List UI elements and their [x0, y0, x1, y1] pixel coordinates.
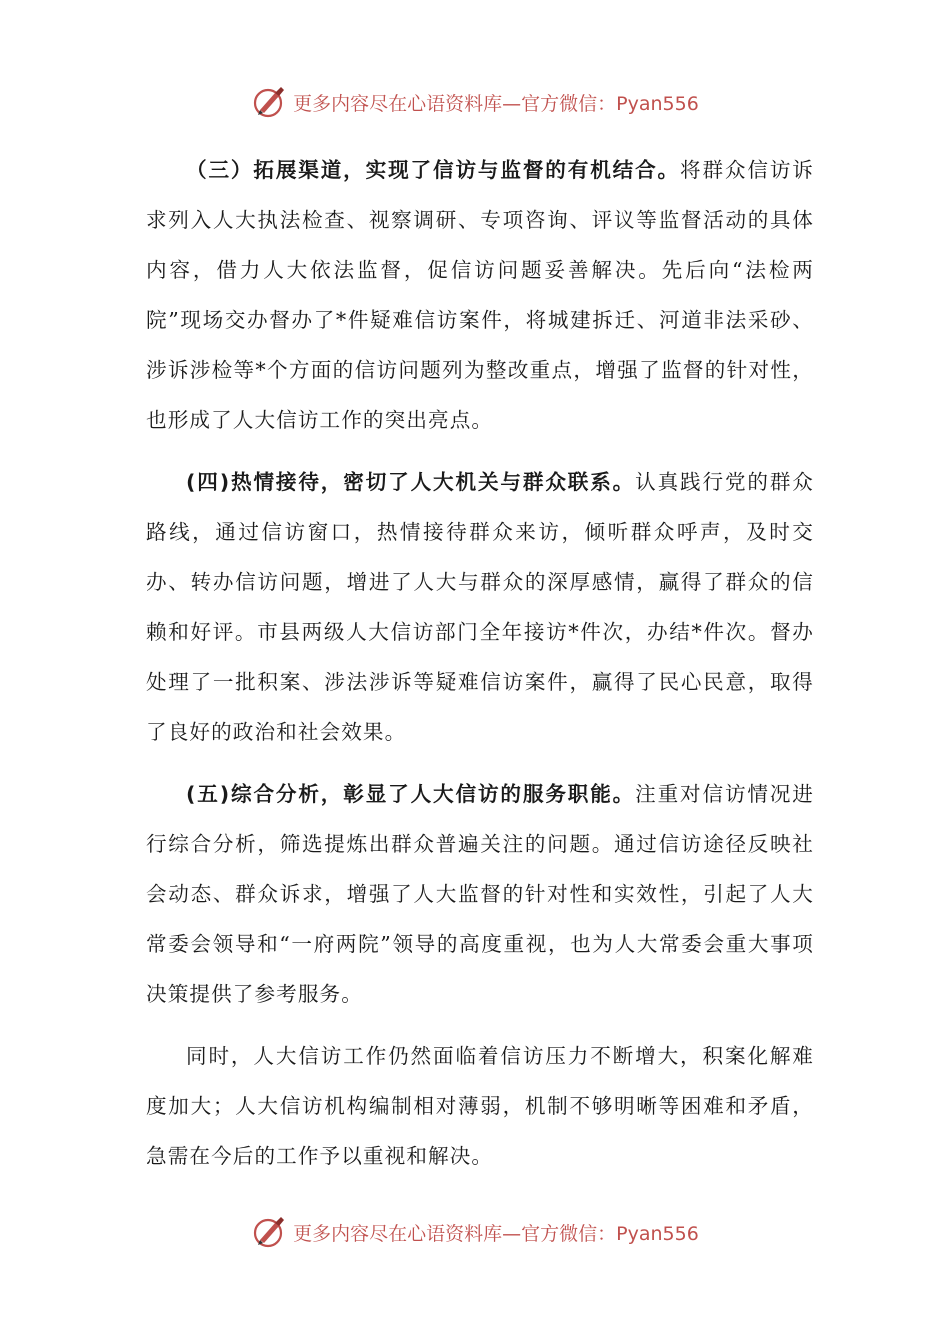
- paragraph-5: [146, 769, 814, 1019]
- paragraph-heading: (四)热情接待，密切了人大机关与群众联系。: [186, 470, 636, 494]
- watermark-text: 更多内容尽在心语资料库—官方微信：Pyan556: [293, 92, 699, 115]
- pen-logo-icon: [251, 84, 287, 120]
- paragraph-heading: （三）拓展渠道，实现了信访与监督的有机结合。: [186, 158, 681, 182]
- pen-logo-icon: [251, 1214, 287, 1250]
- footer-watermark: [0, 1210, 950, 1254]
- paragraph-text: 认真践行党的群众路线，通过信访窗口，热情接待群众来访，倾听群众呼声，及时交办、转办信访问题，增进了人大与群众的深厚感情，赢得了群众的信赖和好评。市县两级人大信访部门全年接访*件次，办结*件次。督办处理了一批积案、涉法涉诉等疑难信访案件，赢得了民心民意，取得了良好的政治和社会效果。: [146, 470, 814, 744]
- paragraph-4: [146, 457, 814, 757]
- watermark-text: 更多内容尽在心语资料库—官方微信：Pyan556: [293, 1222, 699, 1245]
- paragraph-conclusion: [146, 1031, 814, 1181]
- paragraph-3: [146, 145, 814, 445]
- paragraph-text: 同时，人大信访工作仍然面临着信访压力不断增大，积案化解难度加大；人大信访机构编制相对薄弱，机制不够明晰等困难和矛盾，急需在今后的工作予以重视和解决。: [146, 1044, 814, 1168]
- paragraph-text: 注重对信访情况进行综合分析，筛选提炼出群众普遍关注的问题。通过信访途径反映社会动态、群众诉求，增强了人大监督的针对性和实效性，引起了人大常委会领导和“一府两院”领导的高度重视，也为人大常委会重大事项决策提供了参考服务。: [146, 782, 814, 1006]
- header-watermark: [0, 80, 950, 124]
- document-body: [146, 145, 814, 1193]
- paragraph-heading: (五)综合分析，彰显了人大信访的服务职能。: [186, 782, 636, 806]
- paragraph-text: 将群众信访诉求列入人大执法检查、视察调研、专项咨询、评议等监督活动的具体内容，借力人大依法监督，促信访问题妥善解决。先后向“法检两院”现场交办督办了*件疑难信访案件，将城建拆迁、河道非法采砂、涉诉涉检等*个方面的信访问题列为整改重点，增强了监督的针对性，也形成了人大信访工作的突出亮点。: [146, 158, 814, 432]
